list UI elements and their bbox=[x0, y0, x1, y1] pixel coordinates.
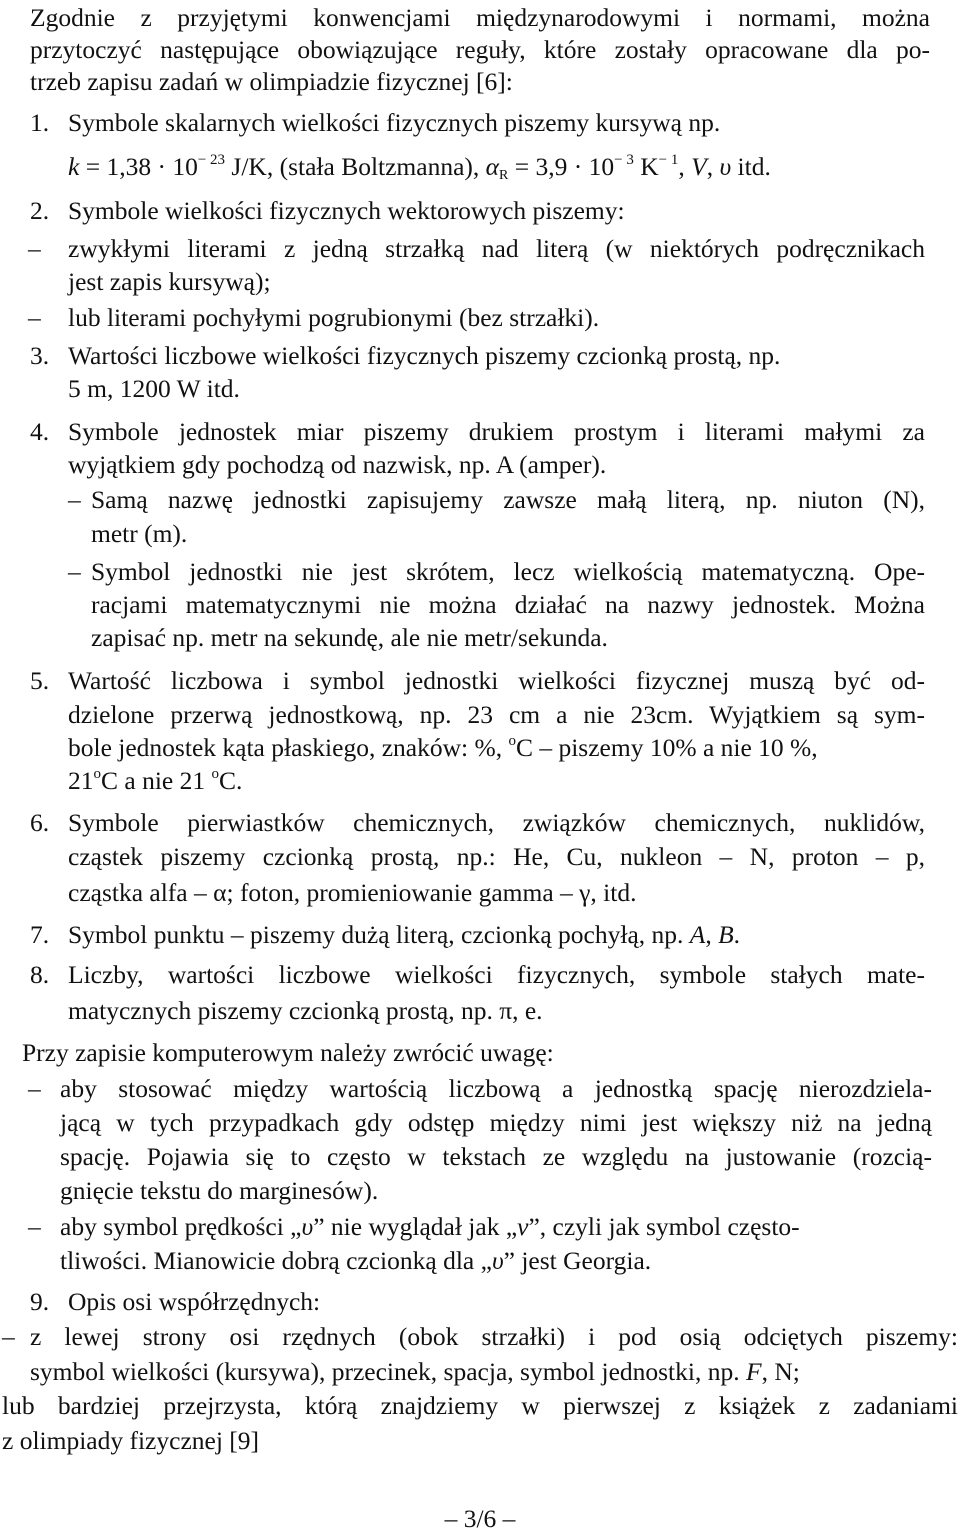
rule-5-line-1: Wartość liczbowa i symbol jednostki wielkości fizycznej muszą być od- bbox=[68, 666, 925, 695]
rule-2-text: Symbole wielkości fizycznych wektorowych piszemy: bbox=[68, 196, 625, 225]
rule-8-number: 8. bbox=[30, 960, 50, 989]
rule-8-line-1: Liczby, wartości liczbowe wielkości fizycznych, symbole stałych mate- bbox=[68, 960, 925, 989]
rule-2-item-a-line-1: zwykłymi literami z jedną strzałką nad literą (w niektórych podręcznikach bbox=[68, 234, 925, 263]
computer-item-a-line-2: jącą w tych przypadkach gdy odstęp między nimi jest większy niż na jedną bbox=[60, 1108, 932, 1137]
rule-2-dash-b: – bbox=[28, 303, 41, 332]
computer-item-a-line-4: gnięcie tekstu do marginesów). bbox=[60, 1176, 379, 1205]
rule-6-line-3: cząstka alfa – α; foton, promieniowanie gamma – γ, itd. bbox=[68, 878, 637, 907]
rule-6-line-1: Symbole pierwiastków chemicznych, związków chemicznych, nuklidów, bbox=[68, 808, 925, 837]
rule-2-dash-a: – bbox=[28, 234, 41, 263]
rule-9-number: 9. bbox=[30, 1287, 50, 1316]
rule-4-item-b-line-1: Symbol jednostki nie jest skrótem, lecz wielkością matematyczną. Ope- bbox=[91, 557, 925, 586]
rule-3-number: 3. bbox=[30, 341, 50, 370]
rule-2-item-a-line-2: jest zapis kursywą); bbox=[68, 267, 271, 296]
computer-item-b-line-1: aby symbol prędkości „υ” nie wyglądał jak „v”, czyli jak symbol często- bbox=[60, 1212, 800, 1241]
rule-4-item-a-line-2: metr (m). bbox=[91, 519, 188, 548]
rule-9-text: Opis osi współrzędnych: bbox=[68, 1287, 321, 1316]
rule-5-line-2: dzielone przerwą jednostkową, np. 23 cm a nie 23cm. Wyjątkiem są sym- bbox=[68, 700, 925, 729]
rule-4-item-b-line-2: racjami matematycznymi nie można działać na nazwy jednostek. Można bbox=[91, 590, 925, 619]
rule-4-item-a-line-1: Samą nazwę jednostki zapisujemy zawsze małą literą, np. niuton (N), bbox=[91, 485, 925, 514]
rule-4-dash-b: – bbox=[68, 557, 81, 586]
rule-9-dash-a: – bbox=[2, 1322, 15, 1351]
rule-4-line-1: Symbole jednostek miar piszemy drukiem prostym i literami małymi za bbox=[68, 417, 925, 446]
rule-2-number: 2. bbox=[30, 196, 50, 225]
rule-4-number: 4. bbox=[30, 417, 50, 446]
intro-line-2: przytoczyć następujące obowiązujące reguły, które zostały opracowane dla po- bbox=[30, 35, 930, 64]
computer-dash-a: – bbox=[28, 1074, 41, 1103]
rule-1-example: $k = 1,38 \cdot 10^{- 23}$ J/K, (stała Boltzmanna), $\alpha_R = 3,9 \cdot 10^{- 3}$ $K^{- 1}$, V, υ itd. bbox=[68, 152, 771, 183]
rule-9-line-4: z olimpiady fizycznej [9] bbox=[2, 1426, 260, 1455]
computer-dash-b: – bbox=[28, 1212, 41, 1241]
rule-7-number: 7. bbox=[30, 920, 50, 949]
rule-7-text: Symbol punktu – piszemy dużą literą, czcionką pochyłą, np. A, B. bbox=[68, 920, 741, 949]
rule-9-item-a-line-1: z lewej strony osi rzędnych (obok strzałki) i pod osią odciętych piszemy: bbox=[30, 1322, 958, 1351]
rule-2-item-b: lub literami pochyłymi pogrubionymi (bez strzałki). bbox=[68, 303, 600, 332]
computer-item-a-line-3: spację. Pojawia się to często w tekstach ze względu na justowanie (rozcią- bbox=[60, 1142, 932, 1171]
page-number: – 3/6 – bbox=[444, 1504, 516, 1533]
rule-5-line-4: 21$^o$C a nie 21 $^o$C. bbox=[68, 766, 243, 795]
rule-9-line-3: lub bardziej przejrzysta, którą znajdziemy w pierwszej z książek z zadaniami bbox=[2, 1391, 958, 1420]
rule-6-number: 6. bbox=[30, 808, 50, 837]
rule-1-text: Symbole skalarnych wielkości fizycznych piszemy kursywą np. bbox=[68, 108, 721, 137]
rule-1-number: 1. bbox=[30, 108, 50, 137]
rule-4-item-b-line-3: zapisać np. metr na sekundę, ale nie metr/sekunda. bbox=[91, 623, 608, 652]
computer-item-a-line-1: aby stosować między wartością liczbową a jednostką spację nierozdziela- bbox=[60, 1074, 932, 1103]
rule-5-number: 5. bbox=[30, 666, 50, 695]
rule-8-line-2: matycznych piszemy czcionką prostą, np. π, e. bbox=[68, 996, 543, 1025]
rule-4-line-2: wyjątkiem gdy pochodzą od nazwisk, np. A (amper). bbox=[68, 450, 607, 479]
rule-6-line-2: cząstek piszemy czcionką prostą, np.: He, Cu, nukleon – N, proton – p, bbox=[68, 842, 925, 871]
computer-item-b-line-2: tliwości. Mianowicie dobrą czcionką dla „υ” jest Georgia. bbox=[60, 1246, 652, 1275]
rule-3-example: 5 m, 1200 W itd. bbox=[68, 374, 240, 403]
intro-line-1: Zgodnie z przyjętymi konwencjami międzynarodowymi i normami, można bbox=[30, 3, 930, 32]
intro-line-3: trzeb zapisu zadań w olimpiadzie fizycznej [6]: bbox=[30, 67, 513, 96]
rule-5-line-3: bole jednostek kąta płaskiego, znaków: %, $^o$C – piszemy 10% a nie 10 %, bbox=[68, 733, 818, 762]
rule-4-dash-a: – bbox=[68, 485, 81, 514]
computer-heading: Przy zapisie komputerowym należy zwrócić uwagę: bbox=[22, 1038, 554, 1067]
rule-9-item-a-line-2: symbol wielkości (kursywa), przecinek, spacja, symbol jednostki, np. F, N; bbox=[30, 1357, 800, 1386]
rule-3-text: Wartości liczbowe wielkości fizycznych piszemy czcionką prostą, np. bbox=[68, 341, 781, 370]
